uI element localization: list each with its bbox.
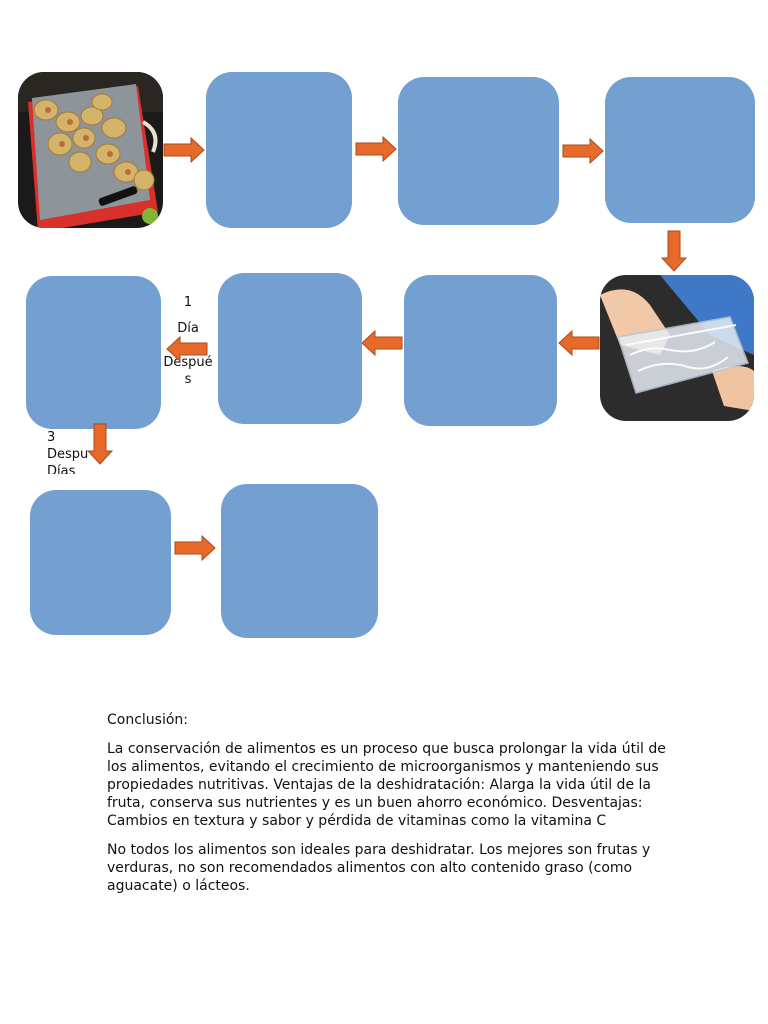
time-label-line: 1 (183, 295, 193, 310)
arrow-left-icon (166, 336, 208, 362)
process-box-10 (221, 484, 378, 638)
time-label-line: Despué (163, 355, 213, 370)
process-box-8 (26, 276, 161, 429)
time-label-line: 3 (47, 430, 56, 445)
arrow-left-icon (558, 330, 600, 356)
time-label-line: s (184, 372, 192, 387)
time-label-line: Despu (47, 447, 89, 462)
photo-sliced-fruit-tray (18, 72, 163, 228)
process-box-2 (206, 72, 352, 228)
arrow-down-icon (87, 423, 113, 465)
conclusion-heading: Conclusión: (107, 712, 189, 728)
arrow-right-icon (174, 535, 216, 561)
photo-bagged-fruit (600, 275, 754, 421)
arrow-left-icon (361, 330, 403, 356)
conclusion-paragraph: La conservación de alimentos es un proceso que busca prolongar la vida útil de los alimentos, evitando el crecimiento de microorganismos y manteniendo sus propiedades nutritivas. Ventajas de la deshidratación: Alarga la vida útil de la fruta, conserva sus nutrientes y es un buen ahorro económico. Desventajas: Cambios en textura y sabor y pérdida de vitaminas como la vitamina C (107, 741, 666, 829)
conclusion-paragraph: No todos los alimentos son ideales para deshidratar. Los mejores son frutas y verduras, no son recomendados alimentos con alto contenido graso (como aguacate) o lácteos. (107, 842, 651, 894)
process-box-7 (218, 273, 362, 424)
process-box-6 (404, 275, 557, 426)
process-box-4 (605, 77, 755, 223)
arrow-down-icon (661, 230, 687, 272)
process-box-9 (30, 490, 171, 635)
conclusion-section (107, 711, 667, 895)
time-label-line: Día (177, 321, 199, 336)
arrow-right-icon (562, 138, 604, 164)
process-box-3 (398, 77, 559, 225)
arrow-right-icon (163, 137, 205, 163)
time-label-line: Días (47, 464, 76, 474)
arrow-right-icon (355, 136, 397, 162)
